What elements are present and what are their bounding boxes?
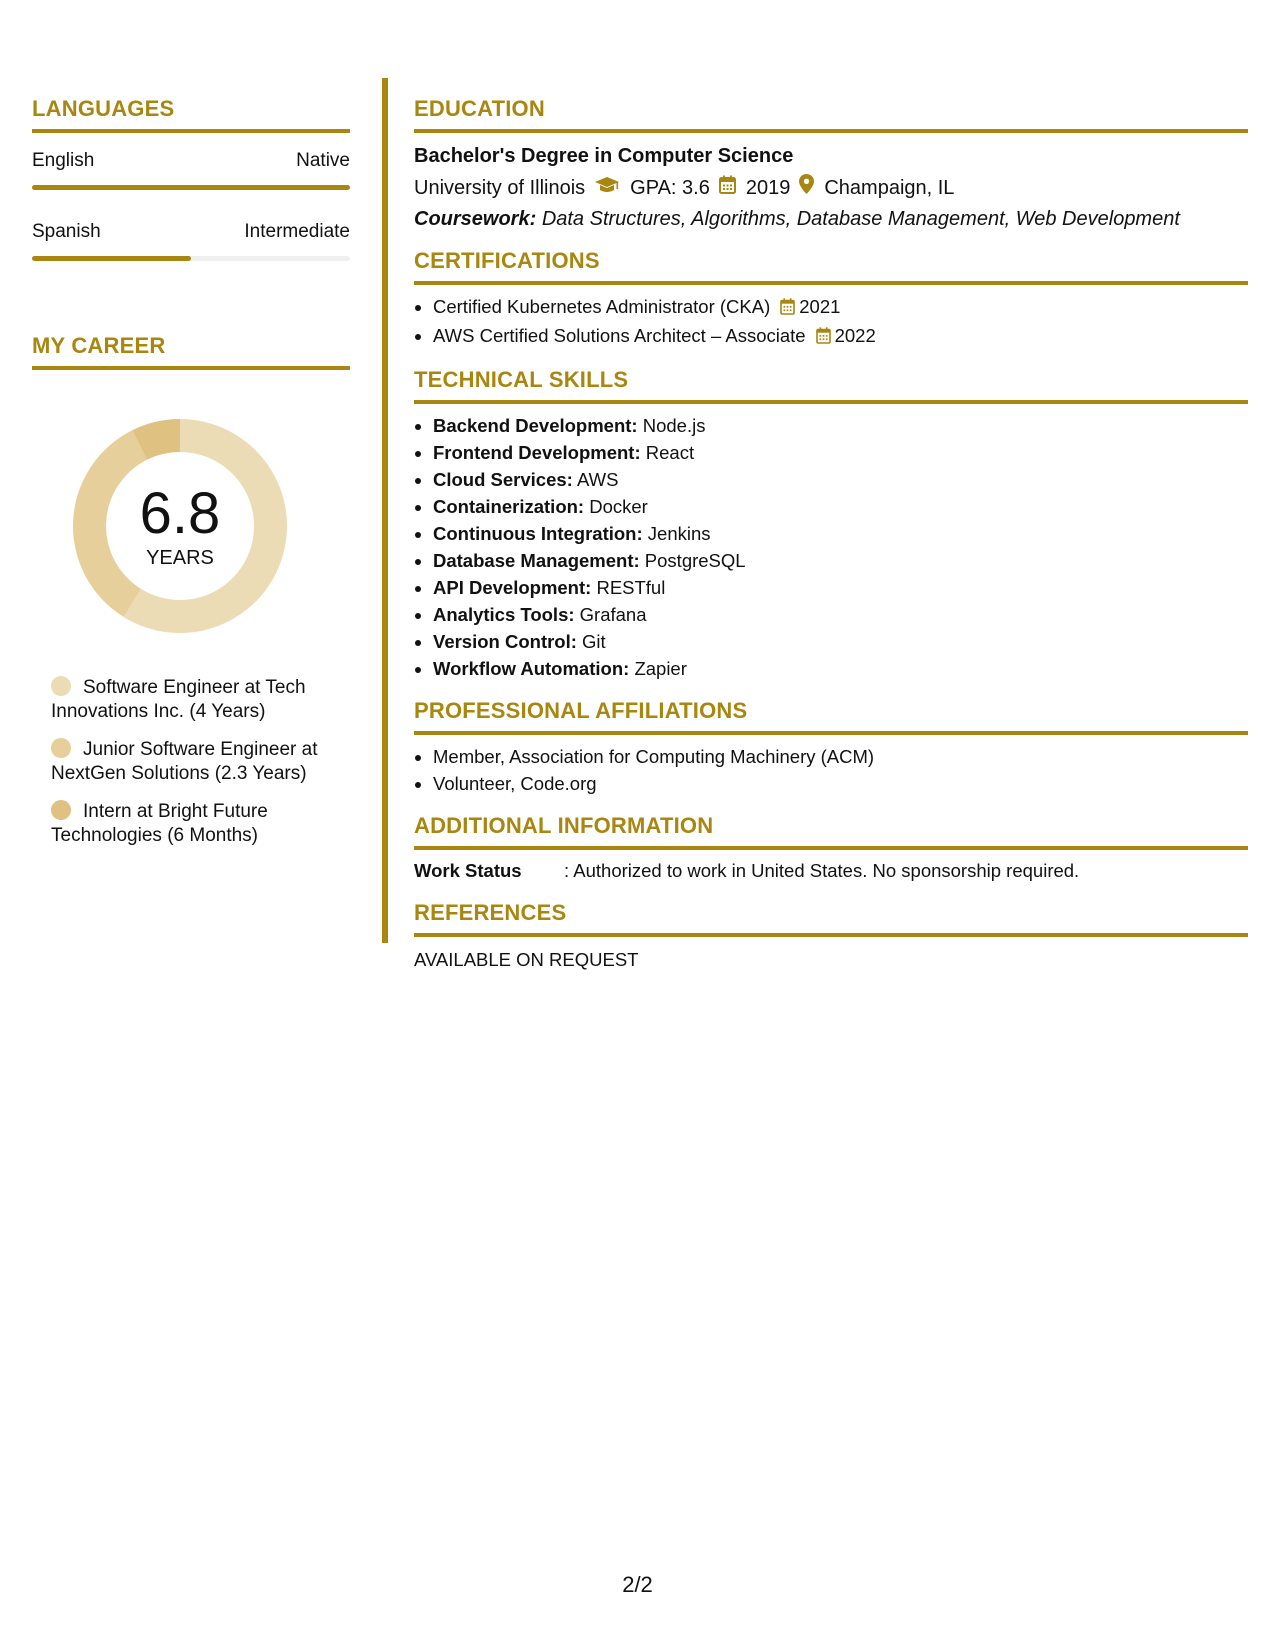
skill-value: Node.js [642, 415, 706, 436]
skill-label: Continuous Integration: [433, 523, 643, 544]
legend-dot [51, 676, 71, 696]
career-donut-chart [66, 412, 294, 640]
language-level: Intermediate [244, 221, 350, 242]
skill-item [433, 574, 1248, 601]
school-name: University of Illinois [414, 176, 586, 199]
degree-title: Bachelor's Degree in Computer Science [414, 145, 794, 167]
certification-year: 2021 [799, 296, 841, 317]
language-proficiency-bar [32, 256, 350, 261]
graduation-year: 2019 [745, 176, 791, 199]
language-name: Spanish [32, 221, 101, 242]
skill-value: Zapier [634, 658, 687, 679]
certifications-heading: CERTIFICATIONS [414, 232, 1248, 285]
language-name: English [32, 150, 95, 171]
certification-name: AWS Certified Solutions Architect – Associate [433, 325, 806, 346]
skill-label: Containerization: [433, 496, 585, 517]
skill-value: Grafana [579, 604, 647, 625]
languages-heading: LANGUAGES [32, 78, 350, 133]
skill-item [433, 547, 1248, 574]
main-content [414, 78, 1248, 973]
calendar-icon [780, 295, 795, 322]
skill-label: Cloud Services: [433, 469, 573, 490]
skill-value: RESTful [596, 577, 666, 598]
calendar-icon [719, 175, 736, 201]
career-heading: MY CAREER [32, 315, 350, 370]
gpa: GPA: 3.6 [630, 176, 710, 199]
technical-skills-heading: TECHNICAL SKILLS [414, 351, 1248, 404]
career-role: Intern at Bright Future Technologies (6 Months) [51, 801, 268, 846]
column-divider [382, 78, 388, 943]
education-heading: EDUCATION [414, 78, 1248, 133]
skill-value: Docker [589, 496, 648, 517]
school-location: Champaign, IL [824, 176, 955, 199]
certification-year: 2022 [834, 325, 876, 346]
skill-label: Workflow Automation: [433, 658, 630, 679]
certifications-list [414, 293, 1248, 351]
career-role: Software Engineer at Tech Innovations Inc. (4 Years) [51, 677, 306, 722]
skill-value: PostgreSQL [644, 550, 746, 571]
language-item [32, 149, 350, 190]
language-proficiency-fill [32, 185, 350, 190]
language-proficiency-fill [32, 256, 191, 261]
education-meta [414, 174, 1248, 201]
additional-info-heading: ADDITIONAL INFORMATION [414, 797, 1248, 850]
affiliations-list [414, 743, 1248, 797]
skill-label: Version Control: [433, 631, 577, 652]
career-total-years: 6.8 [139, 481, 221, 546]
skills-list [414, 412, 1248, 682]
skill-value: Jenkins [647, 523, 711, 544]
affiliation-item: • Volunteer, Code.org [433, 770, 1248, 797]
sidebar [32, 78, 350, 862]
skill-label: Analytics Tools: [433, 604, 575, 625]
references-heading: REFERENCES [414, 884, 1248, 937]
language-level: Native [296, 150, 350, 171]
skill-value: Git [582, 631, 606, 652]
affiliation-item: • Member, Association for Computing Machinery (ACM) [433, 743, 1248, 770]
graduation-cap-icon [594, 175, 620, 201]
coursework-list: Data Structures, Algorithms, Database Management, Web Development [541, 208, 1180, 230]
career-legend [32, 676, 322, 848]
work-status-label: Work Status [414, 860, 522, 881]
career-role: Junior Software Engineer at NextGen Solutions (2.3 Years) [51, 739, 318, 784]
skill-label: Frontend Development: [433, 442, 641, 463]
skill-value: AWS [576, 469, 619, 490]
career-legend-item [51, 800, 322, 848]
coursework [414, 206, 1248, 232]
page-number: 2/2 [622, 1572, 653, 1597]
skill-item [433, 655, 1248, 682]
skill-item [433, 466, 1248, 493]
language-item [32, 220, 350, 261]
skill-value: React [645, 442, 695, 463]
skill-item [433, 493, 1248, 520]
career-legend-item [51, 676, 322, 724]
skill-item [433, 439, 1248, 466]
career-unit: YEARS [146, 547, 214, 569]
skill-item [433, 628, 1248, 655]
skill-label: Database Management: [433, 550, 640, 571]
certification-item [433, 322, 1248, 351]
references-text: AVAILABLE ON REQUEST [414, 949, 639, 970]
skill-item [433, 520, 1248, 547]
legend-dot [51, 738, 71, 758]
skill-label: API Development: [433, 577, 592, 598]
coursework-label: Coursework: [414, 208, 537, 230]
affiliations-heading: PROFESSIONAL AFFILIATIONS [414, 682, 1248, 735]
language-proficiency-bar [32, 185, 350, 190]
certification-item [433, 293, 1248, 322]
certification-name: Certified Kubernetes Administrator (CKA) [433, 296, 771, 317]
legend-dot [51, 800, 71, 820]
work-status-value: : Authorized to work in United States. No sponsorship required. [564, 860, 1080, 881]
skill-label: Backend Development: [433, 415, 638, 436]
work-status-row [414, 858, 1248, 884]
map-pin-icon [799, 174, 814, 201]
skill-item [433, 412, 1248, 439]
career-legend-item [51, 738, 322, 786]
skill-item [433, 601, 1248, 628]
calendar-icon [816, 324, 831, 351]
